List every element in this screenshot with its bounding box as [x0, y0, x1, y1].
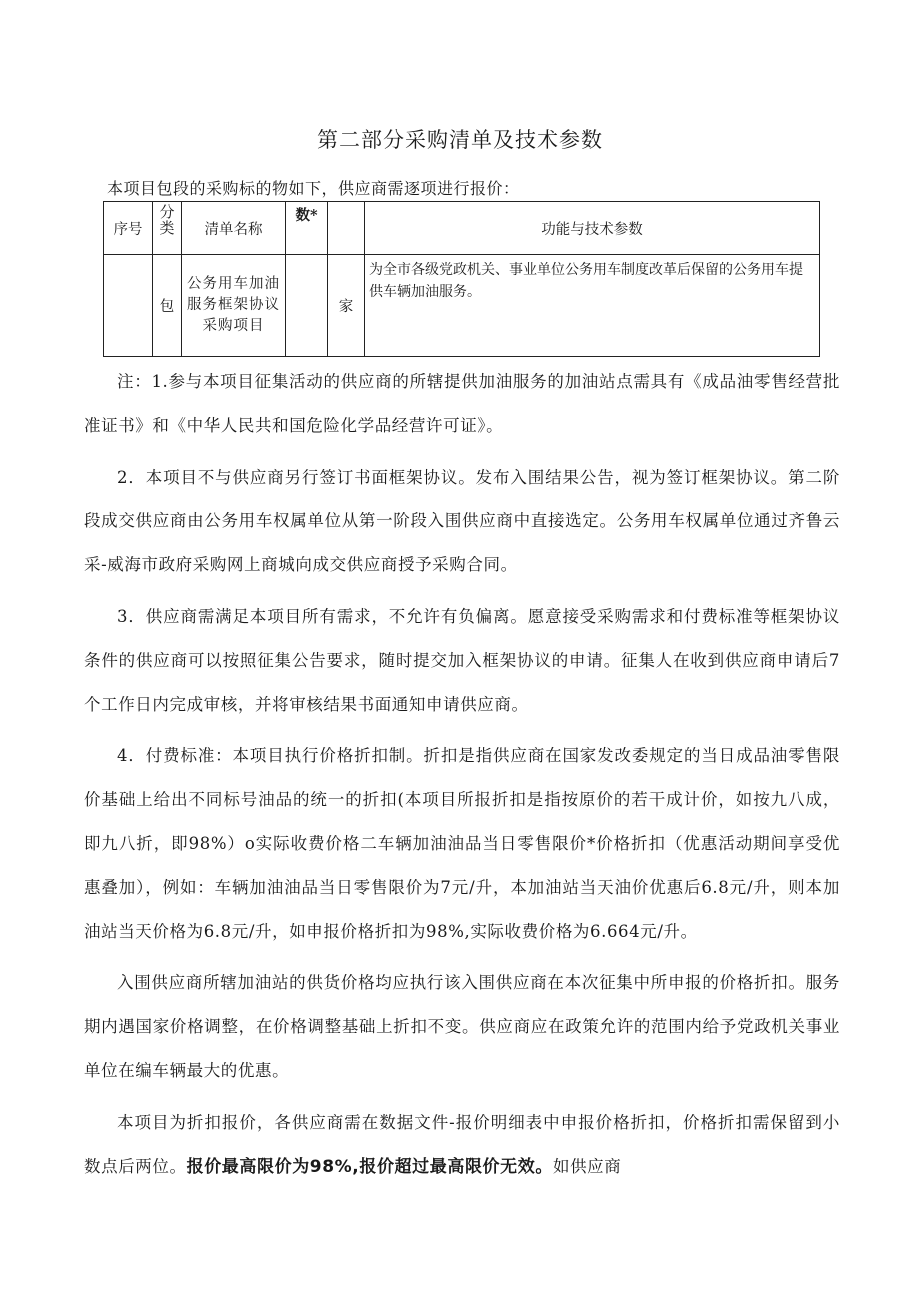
notes-section	[84, 360, 840, 1189]
table-row	[104, 255, 820, 357]
header-desc: 功能与技术参数	[365, 202, 820, 255]
cell-category: 包	[153, 255, 182, 357]
procurement-table	[103, 201, 820, 357]
note-paragraph: 入围供应商所辖加油站的供货价格均应执行该入围供应商在本次征集中所申报的价格折扣。服务期内遇国家价格调整，在价格调整基础上折扣不变。供应商应在政策允许的范围内给予党政机关事业单位在编车辆最大的优惠。	[84, 973, 840, 1080]
note-paragraph-last	[84, 1101, 840, 1190]
cell-seq	[104, 255, 153, 357]
cell-qty	[286, 255, 328, 357]
note-paragraph: 2．本项目不与供应商另行签订书面框架协议。发布入围结果公告，视为签订框架协议。第二阶段成交供应商由公务用车权属单位从第一阶段入围供应商中直接选定。公务用车权属单位通过齐鲁云采-威海市政府采购网上商城向成交供应商授予采购合同。	[84, 467, 840, 575]
intro-text: 本项目包段的采购标的物如下，供应商需逐项进行报价：	[107, 179, 520, 198]
note-paragraph: 3．供应商需满足本项目所有需求，不允许有负偏离。愿意接受采购需求和付费标准等框架协议条件的供应商可以按照征集公告要求，随时提交加入框架协议的申请。征集人在收到供应商申请后7个工作日内完成审核，并将审核结果书面通知申请供应商。	[84, 606, 840, 714]
header-qty: 数*	[286, 202, 328, 255]
header-unit	[328, 202, 365, 255]
cell-unit: 家	[328, 255, 365, 357]
table-header-row	[104, 202, 820, 255]
header-name: 清单名称	[182, 202, 286, 255]
price-limit-bold-text: 报价最高限价为98%,报价超过最高限价无效。	[186, 1156, 553, 1177]
page-title: 第二部分采购清单及技术参数	[317, 128, 603, 152]
cell-desc: 为全市各级党政机关、事业单位公务用车制度改革后保留的公务用车提供车辆加油服务。	[365, 255, 820, 357]
last-tail-text: 如供应商	[552, 1156, 622, 1176]
note-paragraph: 注：1.参与本项目征集活动的供应商的所辖提供加油服务的加油站点需具有《成品油零售经营批准证书》和《中华人民共和国危险化学品经营许可证》。	[84, 372, 840, 435]
note-paragraph: 4．付费标准：本项目执行价格折扣制。折扣是指供应商在国家发改委规定的当日成品油零售限价基础上给出不同标号油品的统一的折扣(本项目所报折扣是指按原价的若干成计价，如按九八成，即九八折，即98%）o实际收费价格二车辆加油油品当日零售限价*价格折扣（优惠活动期间享受优惠叠加），例如：车辆加油油品当日零售限价为7元/升，本加油站当天油价优惠后6.8元/升，则本加油站当天价格为6.8元/升，如申报价格折扣为98%,实际收费价格为6.664元/升。	[84, 746, 840, 941]
cell-name: 公务用车加油服务框架协议采购项目	[182, 255, 286, 357]
header-category: 分类	[153, 202, 182, 255]
header-seq: 序号	[104, 202, 153, 255]
last-normal-text: 本项目为折扣报价，各供应商需在数据文件-报价明细表中申报价格折扣，价格折扣需保留到小数点后两位。	[84, 1112, 840, 1176]
